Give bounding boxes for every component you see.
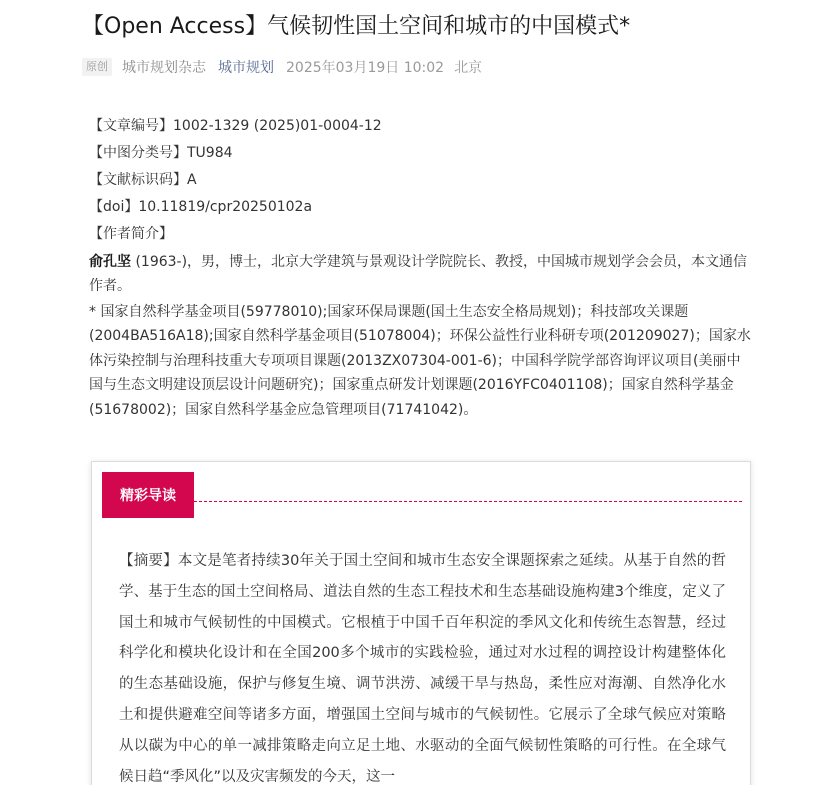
doi: 【doi】10.11819/cpr20250102a [89,199,313,215]
funding-note: * 国家自然科学基金项目(59778010);国家环保局课题(国土生态安全格局规划)；科技部攻关课题(2004BA516A18);国家自然科学基金项目(51078004)；环保公益性行业科研专项(201209027)；国家水体污染控制与治理科技重大专项项目课题(2013ZX07304-001-6)；中国科学院学部咨询评议项目(美丽中国与生态文明建设顶层设计问题研究)；国家重点研发计划课题(2016YFC0401108)；国家自然科学基金(51678002)；国家自然科学基金应急管理项目(71741042)。 [89,304,751,418]
original-badge: 原创 [82,58,112,76]
article-title: 【Open Access】气候韧性国土空间和城市的中国模式* [82,14,631,39]
highlight-divider [194,501,742,502]
author-bio [89,250,753,298]
article-number: 【文章编号】1002-1329 (2025)01-0004-12 [89,118,382,134]
highlight-tag: 精彩导读 [102,472,194,518]
abstract-text: 【摘要】本文是笔者持续30年关于国土空间和城市生态安全课题探索之延续。从基于自然的哲学、基于生态的国土空间格局、道法自然的生态工程技术和生态基础设施构建3个维度，定义了国土和城市气候韧性的中国模式。它根植于中国千百年积淀的季风文化和传统生态智慧，经过科学化和模块化设计和在全国200多个城市的实践检验，通过对水过程的调控设计构建整体化的生态基础设施，保护与修复生境、调节洪涝、减缓干旱与热岛，柔性应对海潮、自然净化水土和提供避难空间等诸多方面，增强国土空间与城市的气候韧性。它展示了全球气候应对策略从以碳为中心的单一减排策略走向立足土地、水驱动的全面气候韧性策略的可行性。在全球气候日趋“季风化”以及灾害频发的今天，这一 [119,553,726,785]
account-name-link[interactable]: 城市规划 [218,60,274,76]
article-info [89,113,753,422]
author-bio-name: 俞孔坚 [89,254,131,270]
article-meta [82,56,482,78]
publish-date: 2025年03月19日 10:02 [286,60,445,76]
document-code: 【文献标识码】A [89,172,197,188]
highlight-card [91,461,751,785]
author-intro-label: 【作者简介】 [89,226,173,242]
author-name-link[interactable]: 城市规划杂志 [122,60,206,76]
author-bio-text: (1963-)，男，博士，北京大学建筑与景观设计学院院长、教授，中国城市规划学会会员，本文通信作者。 [89,254,748,294]
clc-number: 【中图分类号】TU984 [89,145,233,161]
publish-location: 北京 [454,60,483,76]
